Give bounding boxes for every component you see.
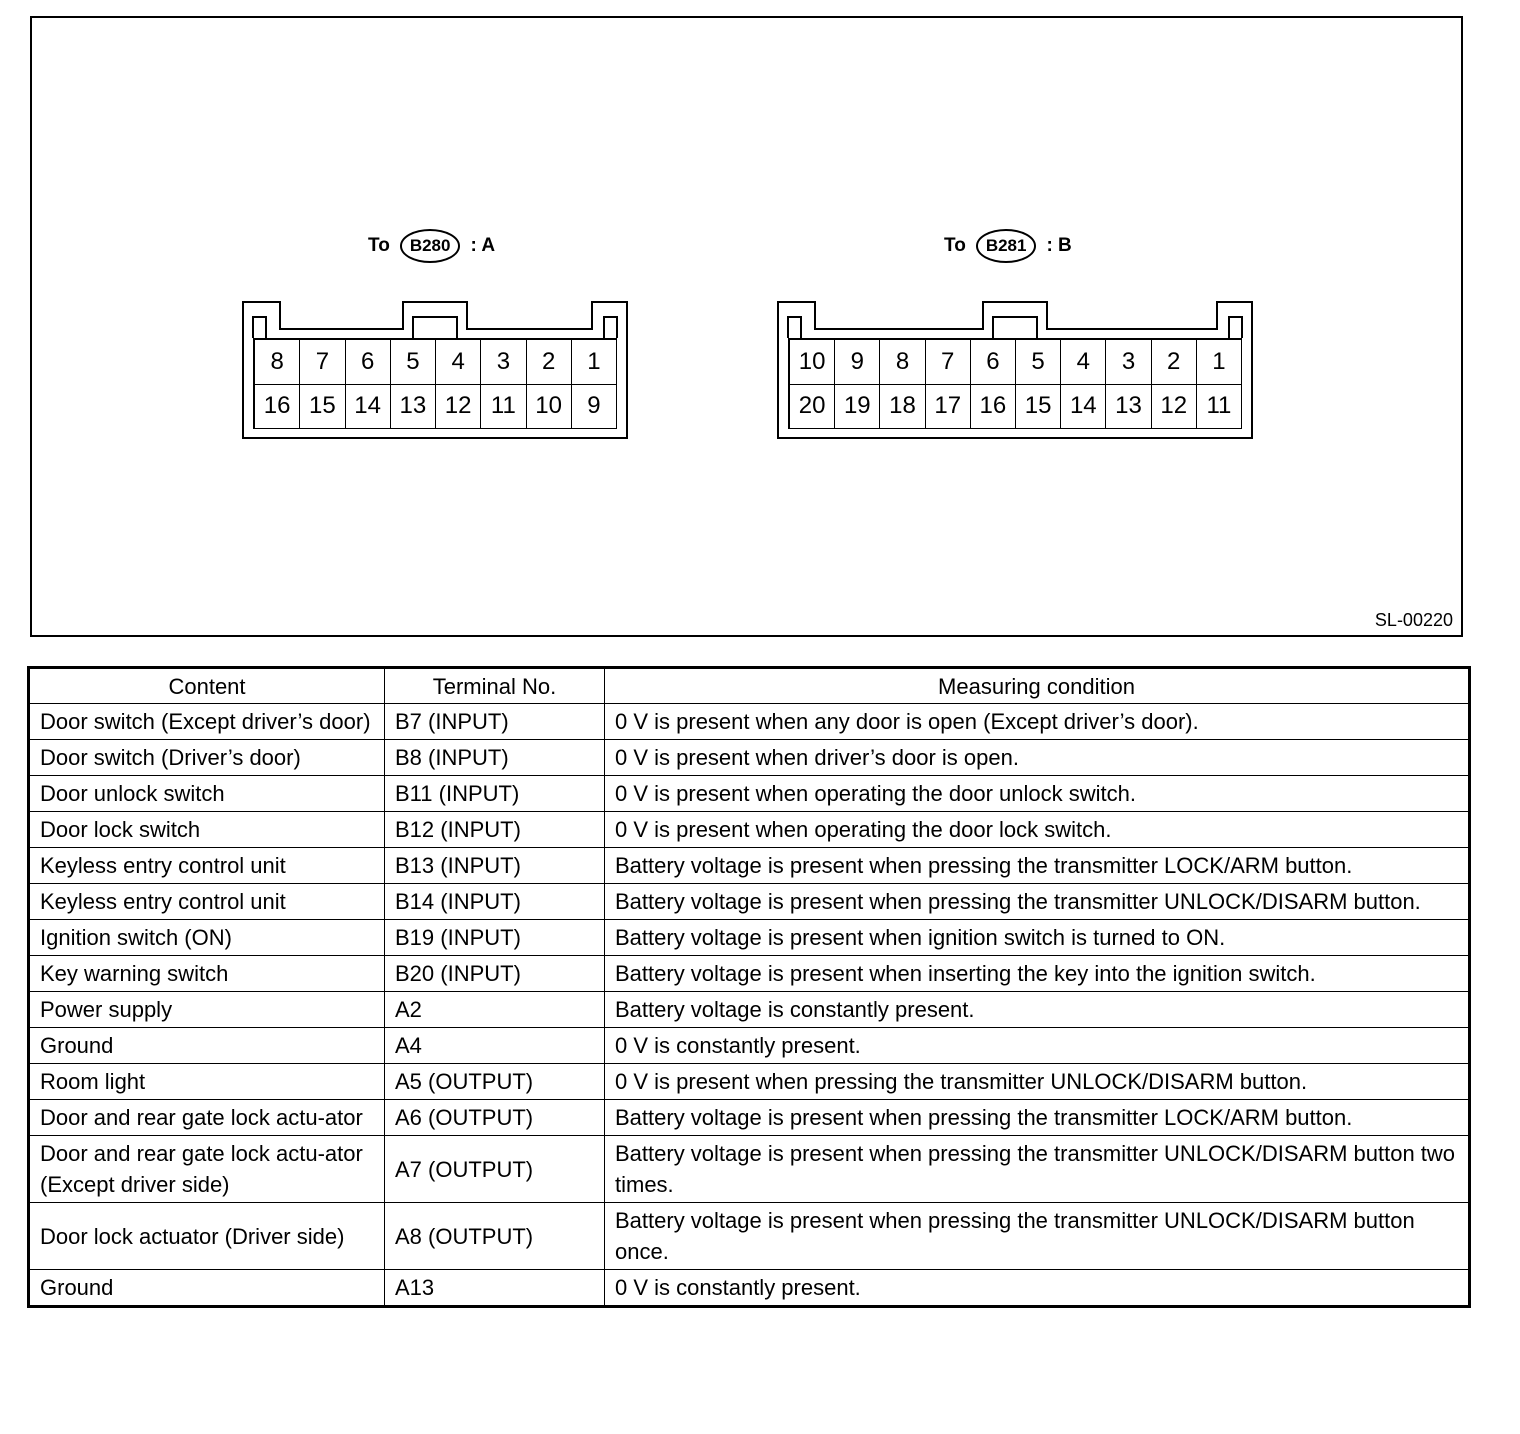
terminal-cell: B12 (INPUT) xyxy=(385,812,605,848)
condition-cell: Battery voltage is present when pressing the transmitter UNLOCK/DISARM button two times. xyxy=(605,1136,1470,1203)
terminal-cell: A5 (OUTPUT) xyxy=(385,1064,605,1100)
connector-a-pin: 15 xyxy=(300,385,345,430)
connector-b-pin: 4 xyxy=(1061,340,1106,385)
connector-b-label xyxy=(944,229,1072,263)
table-row xyxy=(29,704,1470,740)
connector-a-prefix: To xyxy=(368,235,390,256)
connector-a-pin: 4 xyxy=(436,340,481,385)
content-cell: Door lock actuator (Driver side) xyxy=(29,1203,385,1270)
content-cell: Door switch (Driver’s door) xyxy=(29,740,385,776)
content-cell: Room light xyxy=(29,1064,385,1100)
content-cell: Key warning switch xyxy=(29,956,385,992)
connector-b-pin: 20 xyxy=(790,385,835,430)
connector-b-code: B281 xyxy=(976,229,1037,263)
condition-cell: Battery voltage is present when pressing the transmitter LOCK/ARM button. xyxy=(605,1100,1470,1136)
header-condition: Measuring condition xyxy=(605,668,1470,704)
terminal-cell: A7 (OUTPUT) xyxy=(385,1136,605,1203)
content-cell: Keyless entry control unit xyxy=(29,848,385,884)
condition-cell: 0 V is constantly present. xyxy=(605,1270,1470,1307)
condition-cell: 0 V is present when operating the door unlock switch. xyxy=(605,776,1470,812)
terminal-cell: B7 (INPUT) xyxy=(385,704,605,740)
table-row xyxy=(29,1064,1470,1100)
table-row xyxy=(29,1136,1470,1203)
connector-b-pin: 9 xyxy=(835,340,880,385)
table-row xyxy=(29,740,1470,776)
terminal-cell: A2 xyxy=(385,992,605,1028)
table-row xyxy=(29,776,1470,812)
terminal-cell: B14 (INPUT) xyxy=(385,884,605,920)
connector-a-pin: 2 xyxy=(527,340,572,385)
connector-a-pin: 1 xyxy=(572,340,617,385)
content-cell: Ground xyxy=(29,1028,385,1064)
connector-a-pin: 9 xyxy=(572,385,617,430)
table-row xyxy=(29,920,1470,956)
connector-a-suffix: : A xyxy=(470,235,496,256)
terminal-cell: A6 (OUTPUT) xyxy=(385,1100,605,1136)
terminal-cell: A4 xyxy=(385,1028,605,1064)
connector-a-pin: 3 xyxy=(481,340,526,385)
connector-a-pin: 8 xyxy=(255,340,300,385)
connector-a-code: B280 xyxy=(400,229,461,263)
condition-cell: 0 V is present when operating the door lock switch. xyxy=(605,812,1470,848)
condition-cell: 0 V is present when pressing the transmitter UNLOCK/DISARM button. xyxy=(605,1064,1470,1100)
connector-b-pin: 8 xyxy=(880,340,925,385)
connector-b-suffix: : B xyxy=(1046,235,1072,256)
content-cell: Ground xyxy=(29,1270,385,1307)
content-cell: Power supply xyxy=(29,992,385,1028)
connector-a-pin: 12 xyxy=(436,385,481,430)
table-row xyxy=(29,812,1470,848)
header-terminal: Terminal No. xyxy=(385,668,605,704)
connector-b-pin: 11 xyxy=(1197,385,1242,430)
condition-cell: Battery voltage is present when pressing the transmitter UNLOCK/DISARM button once. xyxy=(605,1203,1470,1270)
connector-a-label xyxy=(368,229,495,263)
figure-id: SL-00220 xyxy=(1374,610,1453,630)
table-row xyxy=(29,1203,1470,1270)
condition-cell: Battery voltage is constantly present. xyxy=(605,992,1470,1028)
connector-a-pin: 13 xyxy=(391,385,436,430)
connector-b-pin: 14 xyxy=(1061,385,1106,430)
connector-b xyxy=(777,301,1253,439)
content-cell: Door and rear gate lock actu-ator (Except driver side) xyxy=(29,1136,385,1203)
content-cell: Door unlock switch xyxy=(29,776,385,812)
condition-cell: Battery voltage is present when inserting the key into the ignition switch. xyxy=(605,956,1470,992)
table-row xyxy=(29,1028,1470,1064)
condition-cell: Battery voltage is present when pressing the transmitter UNLOCK/DISARM button. xyxy=(605,884,1470,920)
condition-cell: Battery voltage is present when ignition switch is turned to ON. xyxy=(605,920,1470,956)
connector-a-pin: 6 xyxy=(346,340,391,385)
connector-b-pin: 2 xyxy=(1152,340,1197,385)
connector-b-pin: 1 xyxy=(1197,340,1242,385)
terminal-cell: A8 (OUTPUT) xyxy=(385,1203,605,1270)
table-row xyxy=(29,1100,1470,1136)
terminal-table xyxy=(27,666,1471,1308)
terminal-cell: B13 (INPUT) xyxy=(385,848,605,884)
connector-b-pin: 17 xyxy=(926,385,971,430)
content-cell: Door switch (Except driver’s door) xyxy=(29,704,385,740)
connector-b-pin: 19 xyxy=(835,385,880,430)
connector-b-pin: 10 xyxy=(790,340,835,385)
terminal-cell: B11 (INPUT) xyxy=(385,776,605,812)
content-cell: Door and rear gate lock actu-ator xyxy=(29,1100,385,1136)
connector-b-pin: 3 xyxy=(1106,340,1151,385)
table-row xyxy=(29,1270,1470,1307)
connector-a-pin: 10 xyxy=(527,385,572,430)
table-header-row xyxy=(29,668,1470,704)
connector-a-pins xyxy=(253,338,617,429)
table-row xyxy=(29,992,1470,1028)
connector-b-prefix: To xyxy=(944,235,966,256)
condition-cell: 0 V is present when driver’s door is open. xyxy=(605,740,1470,776)
terminal-cell: B8 (INPUT) xyxy=(385,740,605,776)
connector-b-pin: 5 xyxy=(1016,340,1061,385)
terminal-cell: B19 (INPUT) xyxy=(385,920,605,956)
connector-b-pin: 7 xyxy=(926,340,971,385)
connector-a-pin: 14 xyxy=(346,385,391,430)
connector-b-pin: 16 xyxy=(971,385,1016,430)
table-row xyxy=(29,848,1470,884)
connector-b-pins xyxy=(788,338,1242,429)
table-row xyxy=(29,956,1470,992)
connector-figure xyxy=(30,16,1463,637)
terminal-cell: B20 (INPUT) xyxy=(385,956,605,992)
condition-cell: 0 V is present when any door is open (Except driver’s door). xyxy=(605,704,1470,740)
terminal-cell: A13 xyxy=(385,1270,605,1307)
connector-a xyxy=(242,301,628,439)
condition-cell: 0 V is constantly present. xyxy=(605,1028,1470,1064)
table-row xyxy=(29,884,1470,920)
connector-b-pin: 15 xyxy=(1016,385,1061,430)
connector-b-pin: 13 xyxy=(1106,385,1151,430)
connector-b-pin: 18 xyxy=(880,385,925,430)
connector-b-pin: 6 xyxy=(971,340,1016,385)
connector-a-pin: 11 xyxy=(481,385,526,430)
condition-cell: Battery voltage is present when pressing the transmitter LOCK/ARM button. xyxy=(605,848,1470,884)
content-cell: Keyless entry control unit xyxy=(29,884,385,920)
header-content: Content xyxy=(29,668,385,704)
connector-a-pin: 16 xyxy=(255,385,300,430)
connector-b-pin: 12 xyxy=(1152,385,1197,430)
content-cell: Door lock switch xyxy=(29,812,385,848)
content-cell: Ignition switch (ON) xyxy=(29,920,385,956)
connector-a-pin: 5 xyxy=(391,340,436,385)
connector-a-pin: 7 xyxy=(300,340,345,385)
